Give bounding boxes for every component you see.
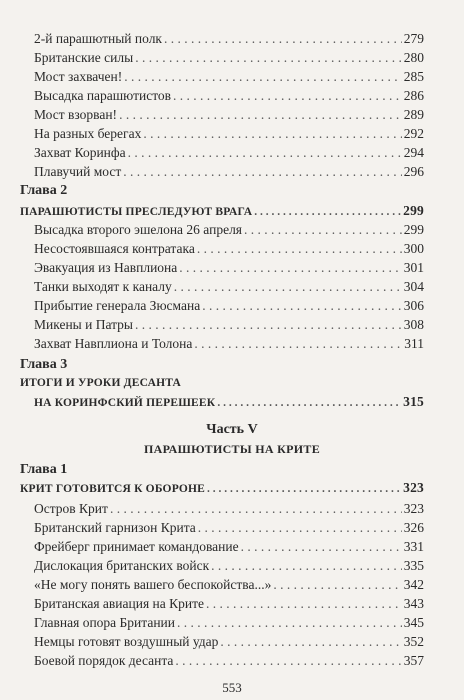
toc-entry-page: 323 [403, 480, 424, 496]
chapter-heading: Глава 2 [20, 183, 68, 199]
toc-entry[interactable] [34, 556, 424, 576]
chapter-heading: Глава 3 [20, 357, 68, 373]
toc-dot-leader [194, 334, 402, 354]
toc-entry-title: 2-й парашютный полк [34, 30, 162, 46]
toc-chapter-title[interactable] [20, 201, 424, 221]
toc-entry[interactable] [34, 594, 424, 614]
toc-entry-title: На разных берегах [34, 126, 142, 142]
toc-entry-title: Плавучий мост [34, 164, 122, 180]
toc-entry[interactable] [34, 651, 424, 671]
toc-entry-page: 335 [403, 557, 424, 573]
toc-entry[interactable] [34, 277, 424, 297]
toc-dot-leader [119, 105, 402, 125]
toc-chapter-title[interactable] [20, 478, 424, 498]
toc-dot-leader [202, 296, 402, 316]
toc-entry[interactable] [34, 258, 424, 278]
toc-entry-title: Несостоявшаяся контратака [34, 240, 195, 256]
toc-entry-page: 345 [403, 615, 424, 631]
toc-entry-title: Боевой порядок десанта [34, 653, 174, 669]
toc-entry-page: 279 [403, 30, 424, 46]
toc-dot-leader [254, 202, 401, 222]
toc-entry[interactable] [34, 537, 424, 557]
toc-entry-title: Захват Коринфа [34, 145, 126, 161]
toc-entry[interactable] [34, 162, 424, 182]
toc-entry[interactable] [34, 632, 424, 652]
toc-dot-leader [207, 479, 401, 499]
toc-dot-leader [124, 67, 402, 87]
toc-chapter-title-line1[interactable]: ИТОГИ И УРОКИ ДЕСАНТА [20, 377, 182, 390]
toc-entry-page: 292 [403, 126, 424, 142]
toc-entry-title: Главная опора Британии [34, 615, 175, 631]
toc-entry-title: Высадка второго эшелона 26 апреля [34, 221, 243, 237]
toc-entry-title: Высадка парашютистов [34, 87, 172, 103]
toc-entry-title: Мост взорван! [34, 107, 118, 123]
toc-entry-title: Британская авиация на Крите [34, 596, 205, 611]
toc-entry-page: 301 [403, 259, 424, 275]
toc-dot-leader [197, 239, 402, 259]
toc-entry-page: 308 [403, 317, 424, 333]
toc-dot-leader [241, 537, 402, 557]
toc-entry-page: 280 [403, 49, 424, 65]
toc-dot-leader [174, 277, 402, 297]
toc-dot-leader [164, 29, 402, 49]
toc-entry[interactable] [34, 48, 424, 68]
toc-entry[interactable] [34, 105, 424, 125]
toc-chapter-title[interactable] [34, 392, 424, 412]
toc-entry-title: НА КОРИНФСКИЙ ПЕРЕШЕЕК [34, 396, 216, 409]
toc-entry-title: Немцы готовят воздушный удар [34, 634, 219, 650]
toc-entry-page: 352 [403, 634, 424, 650]
toc-entry[interactable] [34, 29, 424, 49]
toc-entry-title: Мост захвачен! [34, 68, 123, 84]
toc-entry[interactable] [34, 67, 424, 87]
toc-entry-page: 326 [403, 519, 424, 535]
toc-entry-page: 357 [403, 653, 424, 669]
toc-entry-page: 331 [403, 538, 424, 554]
toc-entry-page: 300 [403, 240, 424, 256]
toc-entry-page: 342 [403, 576, 424, 592]
toc-dot-leader [179, 258, 401, 278]
toc-entry-page: 323 [403, 500, 424, 516]
toc-entry[interactable] [34, 518, 424, 538]
toc-entry-title: «Не могу понять вашего беспокойства...» [34, 576, 272, 592]
toc-entry-page: 286 [403, 87, 424, 103]
toc-entry-title: Остров Крит [34, 500, 108, 516]
toc-entry-title: Захват Навплиона и Толона [34, 336, 193, 352]
toc-entry-page: 299 [403, 202, 424, 218]
toc-entry[interactable] [34, 315, 424, 335]
toc-dot-leader [123, 162, 401, 182]
toc-entry-title: КРИТ ГОТОВИТСЯ К ОБОРОНЕ [20, 483, 206, 496]
toc-entry[interactable] [34, 143, 424, 163]
toc-dot-leader [177, 613, 402, 633]
toc-dot-leader [110, 499, 402, 519]
toc-dot-leader [143, 124, 401, 144]
toc-entry-title: Британский гарнизон Крита [34, 519, 196, 535]
toc-entry[interactable] [34, 86, 424, 106]
toc-entry[interactable] [34, 499, 424, 519]
toc-entry-page: 296 [403, 164, 424, 180]
toc-entry-title: Прибытие генерала Зюсмана [34, 298, 201, 314]
part-heading: Часть V [206, 422, 258, 438]
toc-entry[interactable] [34, 124, 424, 144]
toc-dot-leader [175, 651, 401, 671]
toc-entry-page: 299 [403, 221, 424, 237]
toc-entry-page: 294 [403, 145, 424, 161]
toc-entry-page: 306 [403, 298, 424, 314]
chapter-heading: Глава 1 [20, 462, 68, 478]
toc-dot-leader [217, 393, 401, 413]
toc-dot-leader [135, 315, 402, 335]
part-title: ПАРАШЮТИСТЫ НА КРИТЕ [143, 442, 320, 457]
toc-dot-leader [220, 632, 401, 652]
toc-dot-leader [173, 86, 402, 106]
toc-dot-leader [244, 220, 402, 240]
toc-entry-page: 289 [403, 107, 424, 123]
toc-dot-leader [198, 518, 402, 538]
toc-entry[interactable] [34, 296, 424, 316]
toc-dot-leader [273, 575, 401, 595]
toc-entry-page: 311 [404, 336, 424, 352]
toc-entry-title: Фрейберг принимает командование [34, 538, 239, 554]
toc-entry-page: 315 [403, 393, 424, 409]
toc-entry[interactable] [34, 334, 424, 354]
toc-dot-leader [206, 594, 402, 614]
page-number: 553 [222, 680, 242, 695]
toc-entry-title: ПАРАШЮТИСТЫ ПРЕСЛЕДУЮТ ВРАГА [20, 205, 253, 218]
toc-dot-leader [135, 48, 402, 68]
toc-entry-title: Британские силы [34, 49, 134, 65]
toc-entry[interactable] [34, 575, 424, 595]
toc-entry-page: 304 [403, 278, 424, 294]
toc-entry[interactable] [34, 220, 424, 240]
toc-dot-leader [128, 143, 402, 163]
toc-entry-page: 343 [403, 596, 424, 611]
toc-dot-leader [211, 556, 402, 576]
toc-entry-title: Эвакуация из Навплиона [34, 259, 178, 275]
toc-entry-page: 285 [403, 68, 424, 84]
toc-entry[interactable] [34, 239, 424, 259]
toc-entry-title: Микены и Патры [34, 317, 133, 333]
toc-entry[interactable] [34, 613, 424, 633]
toc-entry-title: Дислокация британских войск [34, 557, 210, 573]
toc-entry-title: Танки выходят к каналу [34, 278, 172, 294]
